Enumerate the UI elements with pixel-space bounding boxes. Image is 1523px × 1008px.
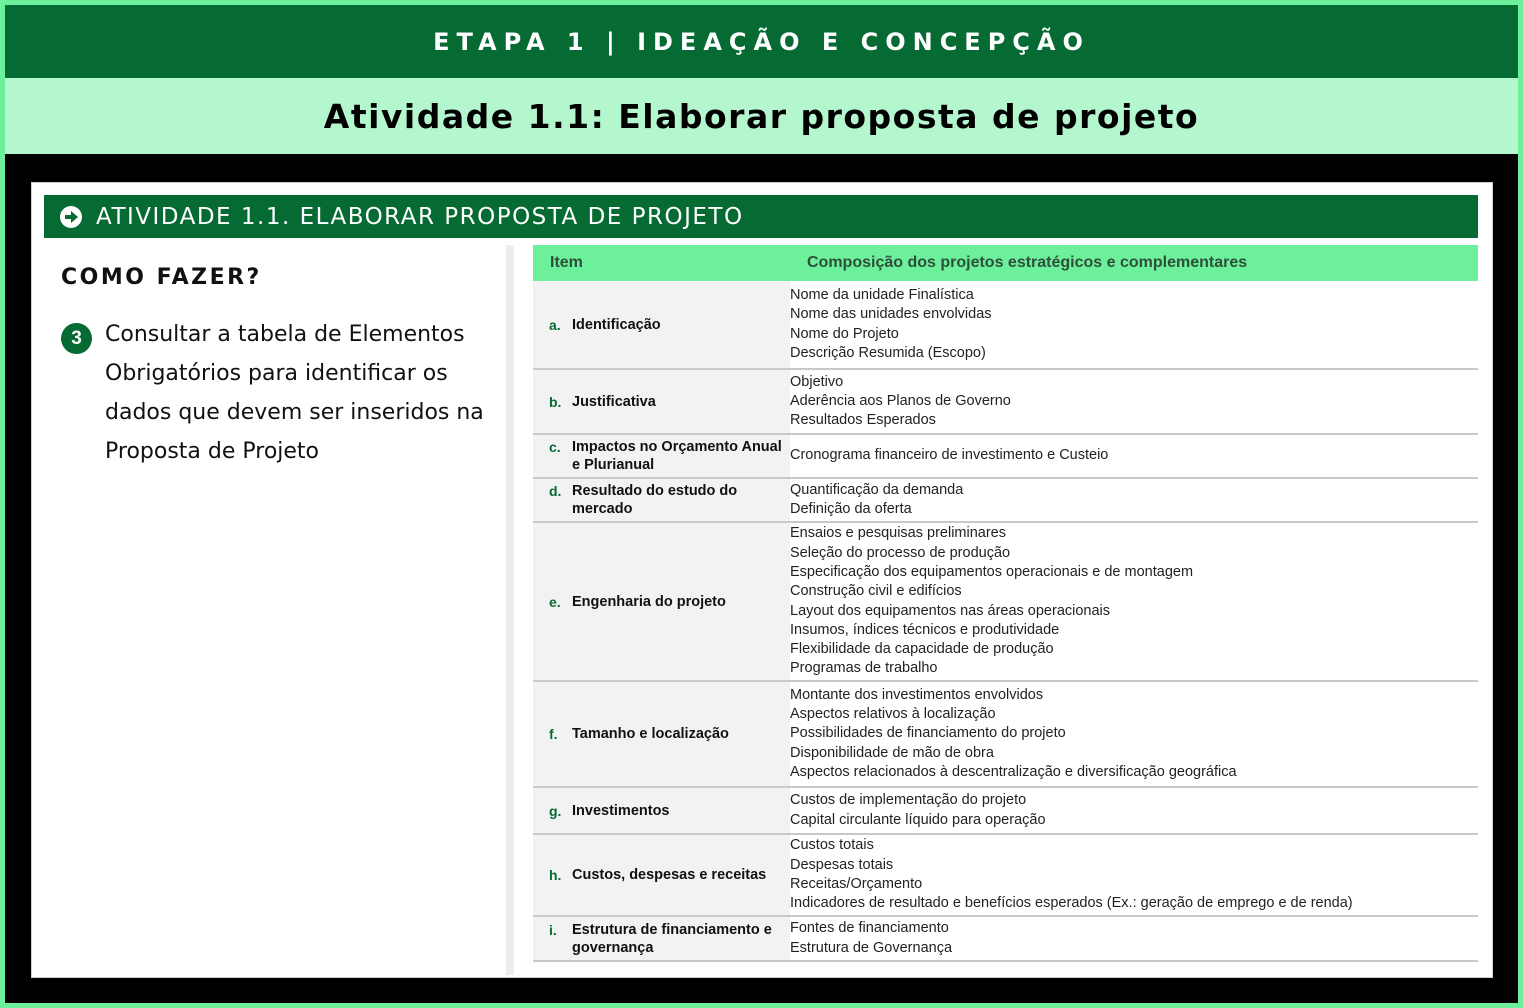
- slide-header: [44, 195, 1478, 238]
- stage-title: ETAPA 1 | IDEAÇÃO E CONCEPÇÃO: [5, 5, 1518, 78]
- activity-title: Atividade 1.1: Elaborar proposta de projeto: [5, 78, 1518, 154]
- table-header-row: [533, 245, 1478, 281]
- composition-line: Construção civil e edifícios: [790, 583, 962, 600]
- table-row: [533, 434, 1478, 478]
- composition-line: Seleção do processo de produção: [790, 544, 1011, 561]
- item-name: Estrutura de financiamento e governança: [572, 921, 772, 956]
- required-elements-table: [533, 245, 1478, 962]
- slide-header-text: ATIVIDADE 1.1. ELABORAR PROPOSTA DE PROJETO: [96, 203, 744, 230]
- item-cell: [533, 434, 790, 478]
- composition-line: Estrutura de Governança: [790, 939, 953, 956]
- table-row: [533, 916, 1478, 961]
- item-cell: [533, 681, 790, 787]
- item-name: Investimentos: [572, 802, 670, 819]
- composition-line: Resultados Esperados: [790, 412, 936, 429]
- step-text: Consultar a tabela de Elementos Obrigatórios para identificar os dados que devem ser inseridos na Proposta de Projeto: [105, 322, 484, 464]
- composition-line: Ensaios e pesquisas preliminares: [790, 525, 1006, 542]
- table-row: [533, 369, 1478, 434]
- item-cell: [533, 916, 790, 961]
- item-cell: [533, 369, 790, 434]
- item-letter: a.: [549, 316, 561, 333]
- item-name: Resultado do estudo do mercado: [572, 483, 738, 517]
- table-row: [533, 834, 1478, 916]
- composition-line: Definição da oferta: [790, 501, 912, 517]
- item-letter: c.: [549, 439, 561, 455]
- how-to-title: COMO FAZER?: [61, 265, 262, 290]
- composition-cell: [790, 281, 1478, 369]
- composition-cell: [790, 478, 1478, 522]
- composition-line: Aspectos relacionados à descentralização e diversificação geográfica: [790, 763, 1237, 780]
- composition-line: Descrição Resumida (Escopo): [790, 344, 986, 361]
- table-body: [533, 281, 1478, 961]
- composition-line: Aspectos relativos à localização: [790, 706, 996, 723]
- step-number-badge: 3: [61, 323, 92, 354]
- item-letter: d.: [549, 483, 562, 499]
- item-name: Justificativa: [572, 393, 656, 410]
- composition-cell: [790, 434, 1478, 478]
- item-cell: [533, 834, 790, 916]
- item-letter: b.: [549, 393, 562, 410]
- item-cell: [533, 787, 790, 834]
- item-letter: i.: [549, 921, 557, 938]
- item-cell: [533, 478, 790, 522]
- composition-line: Programas de trabalho: [790, 660, 938, 677]
- composition-line: Despesas totais: [790, 856, 894, 873]
- composition-line: Montante dos investimentos envolvidos: [790, 686, 1044, 703]
- item-letter: e.: [549, 593, 561, 610]
- composition-cell: [790, 522, 1478, 681]
- composition-line: Custos de implementação do projeto: [790, 792, 1027, 809]
- table-row: [533, 522, 1478, 681]
- item-letter: f.: [549, 726, 558, 742]
- composition-line: Especificação dos equipamentos operacionais e de montagem: [790, 563, 1194, 580]
- composition-line: Capital circulante líquido para operação: [790, 811, 1046, 828]
- composition-cell: [790, 834, 1478, 916]
- composition-line: Quantificação da demanda: [790, 481, 964, 498]
- composition-cell: [790, 787, 1478, 834]
- slide-frame: [5, 5, 1518, 1003]
- composition-line: Insumos, índices técnicos e produtividade: [790, 621, 1060, 638]
- slide-content: [31, 182, 1493, 978]
- item-cell: [533, 522, 790, 681]
- header-item: Item: [533, 245, 790, 281]
- table-row: [533, 478, 1478, 522]
- composition-line: Aderência aos Planos de Governo: [790, 392, 1011, 409]
- item-name: Engenharia do projeto: [572, 593, 726, 610]
- item-cell: [533, 281, 790, 369]
- composition-line: Custos totais: [790, 837, 874, 854]
- table-row: [533, 787, 1478, 834]
- table-row: [533, 681, 1478, 787]
- header-composition: Composição dos projetos estratégicos e complementares: [790, 245, 1478, 281]
- composition-line: Layout dos equipamentos nas áreas operacionais: [790, 602, 1111, 619]
- composition-line: Nome da unidade Finalística: [790, 286, 974, 303]
- composition-cell: [790, 369, 1478, 434]
- table-row: [533, 281, 1478, 369]
- composition-line: Possibilidades de financiamento do projeto: [790, 725, 1066, 742]
- composition-line: Flexibilidade da capacidade de produção: [790, 641, 1054, 658]
- item-name: Impactos no Orçamento Anual e Plurianual: [572, 439, 782, 473]
- composition-line: Nome das unidades envolvidas: [790, 306, 992, 323]
- composition-line: Objetivo: [790, 373, 844, 390]
- item-letter: g.: [549, 802, 562, 819]
- composition-cell: [790, 916, 1478, 961]
- composition-line: Disponibilidade de mão de obra: [790, 744, 994, 761]
- composition-cell: [790, 681, 1478, 787]
- item-letter: h.: [549, 867, 562, 883]
- item-name: Identificação: [572, 316, 661, 333]
- composition-line: Receitas/Orçamento: [790, 876, 923, 892]
- composition-line: Fontes de financiamento: [790, 920, 949, 937]
- composition-line: Nome do Projeto: [790, 325, 899, 342]
- item-name: Tamanho e localização: [572, 726, 729, 742]
- composition-line: Cronograma financeiro de investimento e Custeio: [790, 447, 1109, 464]
- column-divider: [506, 245, 514, 975]
- item-name: Custos, despesas e receitas: [572, 867, 767, 883]
- composition-line: Indicadores de resultado e benefícios esperados (Ex.: geração de emprego e de renda): [790, 895, 1353, 912]
- how-to-panel: [32, 245, 506, 975]
- arrow-right-circle-icon: [60, 206, 82, 228]
